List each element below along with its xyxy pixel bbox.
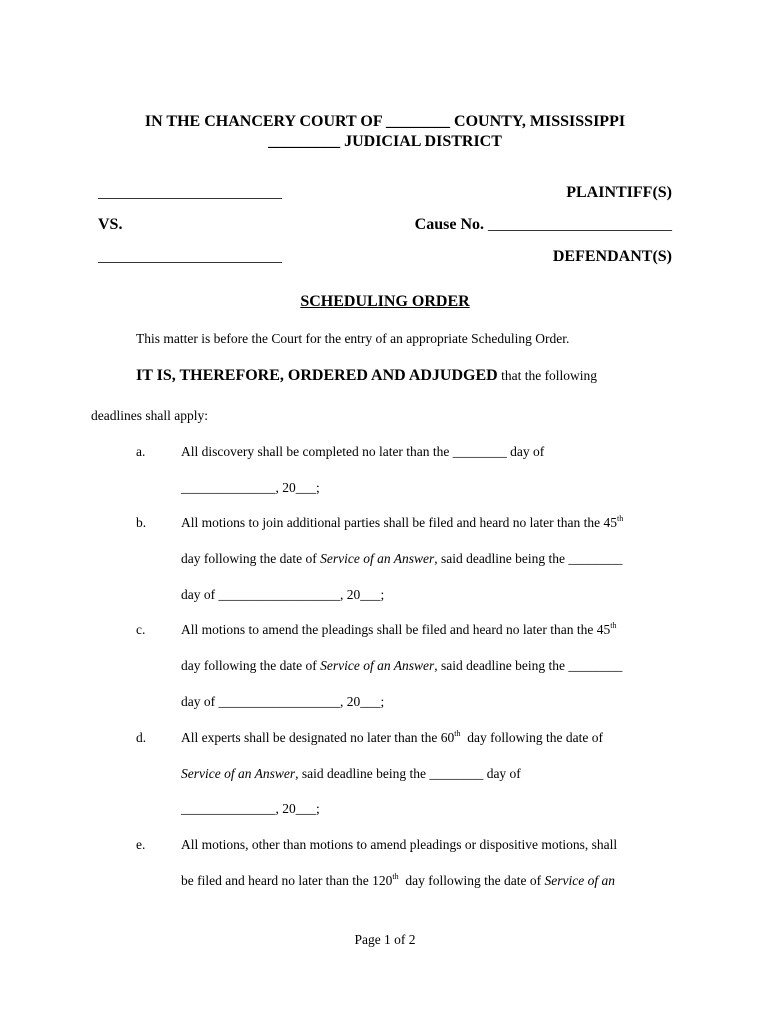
item-d-line2 [181, 766, 521, 782]
document-title: SCHEDULING ORDER [300, 293, 470, 310]
item-d-superscript: th [454, 729, 461, 738]
item-c-line2 [181, 658, 622, 674]
judicial-district-heading: _________ JUDICIAL DISTRICT [268, 133, 502, 150]
item-c-marker: c. [136, 622, 146, 637]
item-c-line2-pre: day following the date of [181, 658, 321, 673]
item-d-marker: d. [136, 730, 147, 745]
cause-number-blank: _______________________ [488, 216, 672, 233]
item-d-line2-italic: Service of an Answer [181, 766, 296, 781]
item-b-line2-pre: day following the date of [181, 551, 321, 566]
item-b-superscript: th [617, 514, 624, 523]
page-number: Page 1 of 2 [354, 932, 416, 947]
item-b-line3: day of __________________, 20___; [181, 587, 385, 602]
item-d-line1-pre: All experts shall be designated no later than the 60 [181, 730, 455, 745]
item-e-line2-pre: be filed and heard no later than the 120 [181, 873, 393, 888]
item-d-line2-post: , said deadline being the ________ day of [295, 766, 521, 781]
ordered-bold-text: IT IS, THEREFORE, ORDERED AND ADJUDGED [136, 367, 498, 384]
item-c-line2-italic: Service of an Answer [320, 658, 435, 673]
item-a-marker: a. [136, 444, 146, 459]
item-c-line1 [181, 622, 617, 638]
intro-paragraph: This matter is before the Court for the entry of an appropriate Scheduling Order. [136, 331, 570, 346]
plaintiff-name-blank: _______________________ [98, 184, 282, 201]
item-c-line1-text: All motions to amend the pleadings shall be filed and heard no later than the 45 [181, 622, 611, 637]
item-d-line3: ______________, 20___; [181, 801, 320, 816]
ordered-paragraph [136, 367, 597, 385]
court-heading: IN THE CHANCERY COURT OF ________ COUNTY, MISSISSIPPI [144, 113, 626, 130]
item-b-line2-italic: Service of an Answer [320, 551, 435, 566]
defendant-label: DEFENDANT(S) [552, 248, 672, 265]
item-c-line3: day of __________________, 20___; [181, 694, 385, 709]
item-e-line2-post: day following the date of [398, 873, 545, 888]
item-a-line1: All discovery shall be completed no later than the ________ day of [181, 444, 545, 459]
item-b-line1-text: All motions to join additional parties shall be filed and heard no later than the 45 [181, 515, 618, 530]
item-b-line2-post: , said deadline being the ________ [434, 551, 623, 566]
cause-number-label: Cause No. [414, 216, 484, 233]
ordered-rest-text: that the following [497, 368, 598, 383]
ordered-continuation: deadlines shall apply: [91, 408, 208, 423]
item-e-line2 [181, 873, 615, 889]
versus-label: VS. [98, 216, 123, 233]
plaintiff-label: PLAINTIFF(S) [566, 184, 672, 201]
item-d-line1-post: day following the date of [460, 730, 603, 745]
item-b-line2 [181, 551, 622, 567]
item-a-line2: ______________, 20___; [181, 480, 320, 495]
item-b-marker: b. [136, 515, 147, 530]
item-e-line1: All motions, other than motions to amend pleadings or dispositive motions, shall [181, 837, 618, 852]
item-d-line1 [181, 730, 603, 746]
item-c-superscript: th [610, 621, 617, 630]
cause-number-row [415, 216, 672, 234]
item-e-marker: e. [136, 837, 146, 852]
item-e-line2-italic: Service of an [544, 873, 615, 888]
defendant-name-blank: _______________________ [98, 248, 282, 265]
item-c-line2-post: , said deadline being the ________ [434, 658, 623, 673]
item-e-superscript: th [392, 872, 399, 881]
item-b-line1 [181, 515, 623, 531]
